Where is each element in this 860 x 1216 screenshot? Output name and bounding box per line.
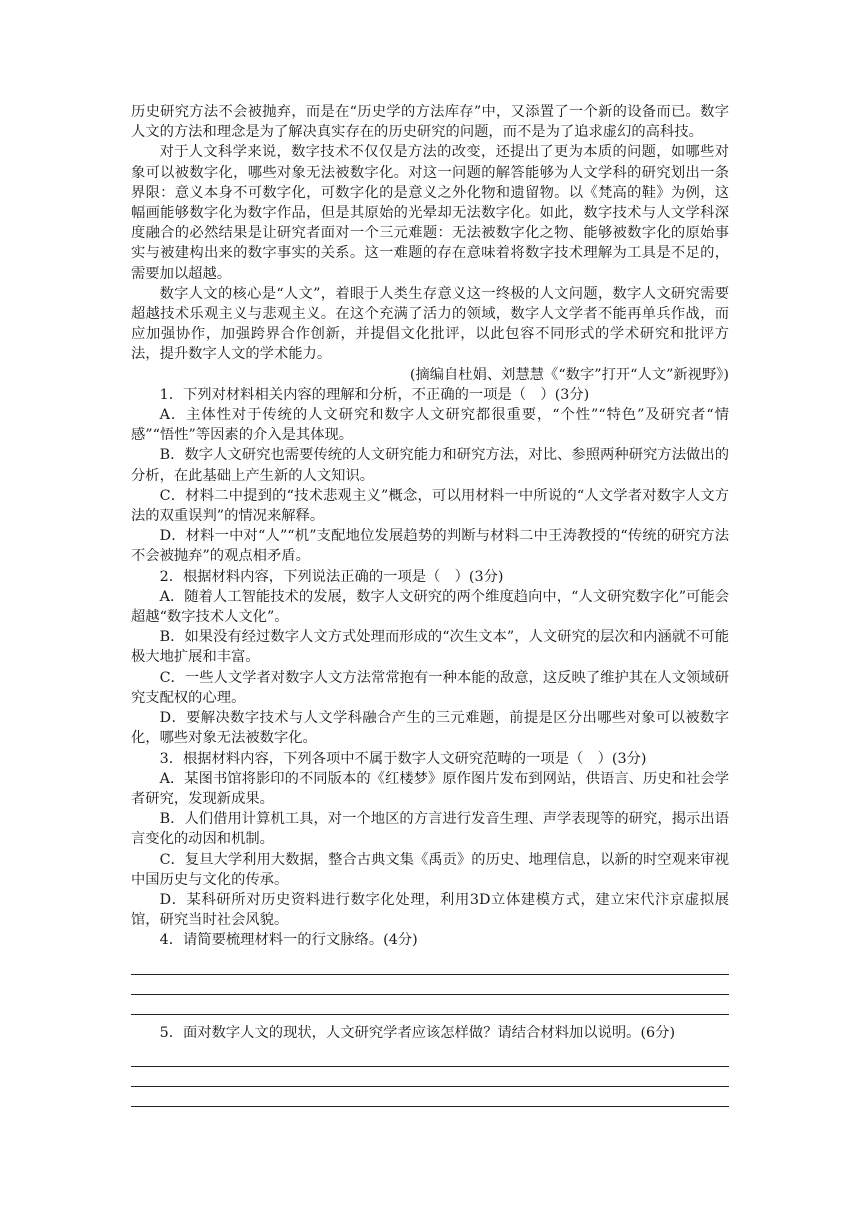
question-4-stem: 4．请简要梳理材料一的行文脉络。(4分): [159, 932, 418, 949]
question-3-option-b: B．人们借用计算机工具，对一个地区的方言进行发音生理、声学表现等的研究，揭示出语言变化的动因和机制。: [131, 811, 729, 848]
question-4: [131, 930, 729, 1014]
passage-paragraph-3: 数字人文的核心是“人文”，着眼于人类生存意义这一终极的人文问题，数字人文研究需要超越技术乐观主义与悲观主义。在这个充满了活力的领域，数字人文学者不能再单兵作战，而应加强协作，加强跨界合作创新，并提倡文化批评，以此包容不同形式的学术研究和批评方法，提升数字人文的学术能力。: [131, 285, 729, 363]
question-4-answer-area[interactable]: [131, 955, 729, 1015]
document-body: [131, 102, 729, 1115]
answer-line[interactable]: [131, 1047, 729, 1067]
answer-line[interactable]: [131, 995, 729, 1015]
question-2-stem: 2．根据材料内容，下列说法正确的一项是（ ）(3分): [159, 568, 504, 585]
question-1-option-d: D．材料一中对“人”“机”支配地位发展趋势的判断与材料二中王涛教授的“传统的研究方法不会被抛弃”的观点相矛盾。: [131, 528, 729, 565]
question-2-option-b: B．如果没有经过数字人文方式处理而形成的“次生文本”，人文研究的层次和内涵就不可能极大地扩展和丰富。: [131, 629, 729, 666]
passage-paragraph-1: 历史研究方法不会被抛弃，而是在“历史学的方法库存”中，又添置了一个新的设备而已。数字人文的方法和理念是为了解决真实存在的历史研究的问题，而不是为了追求虚幻的高科技。: [131, 104, 729, 141]
question-3-option-d: D．某科研所对历史资料进行数字化处理，利用3D立体建模方式，建立宋代汴京虚拟展馆，研究当时社会风貌。: [131, 891, 729, 929]
question-1-stem: 1．下列对材料相关内容的理解和分析，不正确的一项是（ ）(3分): [159, 386, 590, 403]
question-1-option-b: B．数字人文研究也需要传统的人文研究能力和研究方法，对比、参照两种研究方法做出的分析，在此基础上产生新的人文知识。: [131, 447, 729, 484]
question-1: [131, 385, 729, 567]
answer-line[interactable]: [131, 975, 729, 995]
passage-paragraph-2: 对于人文科学来说，数字技术不仅仅是方法的改变，还提出了更为本质的问题，如哪些对象可以被数字化，哪些对象无法被数字化。对这一问题的解答能够为人文学科的研究划出一条界限：意义本身不可数字化，可数字化的是意义之外化物和遗留物。以《梵高的鞋》为例，这幅画能够数字化为数字作品，但是其原始的光晕却无法数字化。如此，数字技术与人文学科深度融合的必然结果是让研究者面对一个三元难题：无法被数字化之物、能够被数字化的原始事实与被建构出来的数字事实的关系。这一难题的存在意味着将数字技术理解为工具是不足的，需要加以超越。: [131, 144, 729, 282]
answer-line[interactable]: [131, 955, 729, 975]
question-2-option-c: C．一些人文学者对数字人文方法常常抱有一种本能的敌意，这反映了维护其在人文领域研究支配权的心理。: [131, 669, 729, 706]
question-5-stem: 5．面对数字人文的现状，人文研究学者应该怎样做？请结合材料加以说明。(6分): [159, 1024, 676, 1041]
question-1-option-a: A．主体性对于传统的人文研究和数字人文研究都很重要，“个性”“特色”及研究者“情感”“悟性”等因素的介入是其体现。: [131, 407, 729, 444]
passage-source: (摘编自杜娟、刘慧慧《“数字”打开“人文”新视野》): [409, 366, 729, 383]
question-3-option-c: C．复旦大学利用大数据，整合古典文集《禹贡》的历史、地理信息，以新的时空观来审视中国历史与文化的传承。: [131, 851, 729, 888]
question-5: [131, 1023, 729, 1107]
question-1-option-c: C．材料二中提到的“技术悲观主义”概念，可以用材料一中所说的“人文学者对数字人文方法的双重误判”的情况来解释。: [131, 487, 729, 525]
answer-line[interactable]: [131, 1067, 729, 1087]
question-2-option-d: D．要解决数字技术与人文学科融合产生的三元难题，前提是区分出哪些对象可以被数字化，哪些对象无法被数字化。: [131, 710, 729, 747]
question-3: [131, 749, 729, 931]
question-5-answer-area[interactable]: [131, 1047, 729, 1107]
question-3-option-a: A．某图书馆将影印的不同版本的《红楼梦》原作图片发布到网站，供语言、历史和社会学者研究，发现新成果。: [131, 770, 729, 807]
question-2-option-a: A．随着人工智能技术的发展，数字人文研究的两个维度趋向中，“人文研究数字化”可能会超越“数字技术人文化”。: [131, 588, 729, 626]
question-3-stem: 3．根据材料内容，下列各项中不属于数字人文研究范畴的一项是（ ）(3分): [159, 750, 647, 767]
question-2: [131, 567, 729, 749]
answer-line[interactable]: [131, 1087, 729, 1107]
